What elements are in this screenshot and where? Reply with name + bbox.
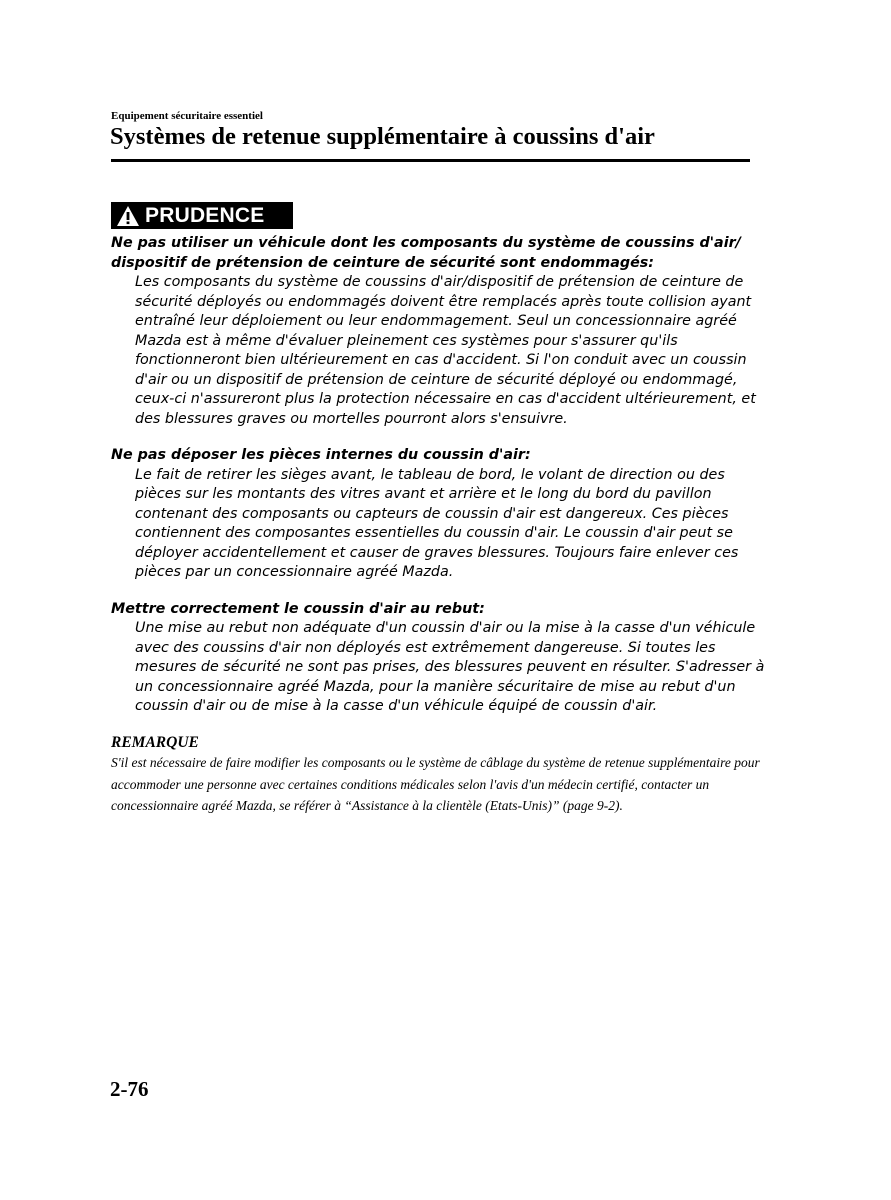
section-label: Equipement sécuritaire essentiel <box>111 110 263 122</box>
caution-item-text: Une mise au rebut non adéquate d'un coussin d'air ou la mise à la casse d'un véhicule avec des coussins d'air non déployés est extrêmement dangereuse. Si toutes les mesures de sécurité ne sont pas prises, des blessures peuvent en résulter. S'adresser à un concessionnaire agréé Mazda, pour la manière sécuritaire de mise au rebut d'un coussin d'air ou de mise à la casse d'un véhicule équipé de coussin d'air. <box>135 620 765 714</box>
caution-item-heading: Mettre correctement le coussin d'air au rebut: <box>111 600 485 617</box>
caution-item-text: Le fait de retirer les sièges avant, le tableau de bord, le volant de direction ou des pièces sur les montants des vitres avant et arrière et le long du bord du pavillon contenant des composants ou capteurs de coussin d'air est dangereux. Ces pièces contiennent des composantes essentielles du coussin d'air. Le coussin d'air peut se déployer accidentellement et causer de graves blessures. Toujours faire enlever ces pièces par un concessionnaire agréé Mazda. <box>135 466 739 580</box>
caution-item <box>111 234 771 429</box>
caution-label: PRUDENCE <box>145 204 265 227</box>
caution-body <box>111 234 771 734</box>
warning-triangle-icon <box>116 205 140 227</box>
caution-item-heading: Ne pas utiliser un véhicule dont les composants du système de coussins d'air/ dispositif de prétension de ceinture de sécurité sont endommagés: <box>111 235 741 271</box>
caution-badge <box>111 202 293 229</box>
note-text: S'il est nécessaire de faire modifier les composants ou le système de câblage du système de retenue supplémentaire pour accommoder une personne avec certaines conditions médicales selon l'avis d'un médecin certifié, contacter un concessionnaire agréé Mazda, se référer à “Assistance à la clientèle (Etats-Unis)” (page 9-2). <box>111 755 760 813</box>
caution-item <box>111 446 771 583</box>
note-heading: REMARQUE <box>111 734 199 751</box>
note-block <box>111 734 761 817</box>
caution-item <box>111 600 771 717</box>
page-title: Systèmes de retenue supplémentaire à coussins d'air <box>110 123 655 150</box>
page-number: 2-76 <box>110 1077 149 1101</box>
caution-item-text: Les composants du système de coussins d'air/dispositif de prétension de ceinture de sécurité déployés ou endommagés doivent être remplacés après toute collision ayant entraîné leur déploiement ou leur endommagement. Seul un concessionnaire agréé Mazda est à même d'évaluer pleinement ces systèmes pour s'assurer qu'ils fonctionneront bien ultérieurement en cas d'accident. Si l'on conduit avec un coussin d'air ou un dispositif de prétension de ceinture de sécurité déployé ou endommagé, ceux-ci n'assureront plus la protection nécessaire en cas d'accident ultérieurement, et des blessures graves ou mortelles pourront alors s'ensuivre. <box>135 274 756 427</box>
caution-item-heading: Ne pas déposer les pièces internes du coussin d'air: <box>111 447 531 463</box>
title-divider <box>111 159 750 162</box>
